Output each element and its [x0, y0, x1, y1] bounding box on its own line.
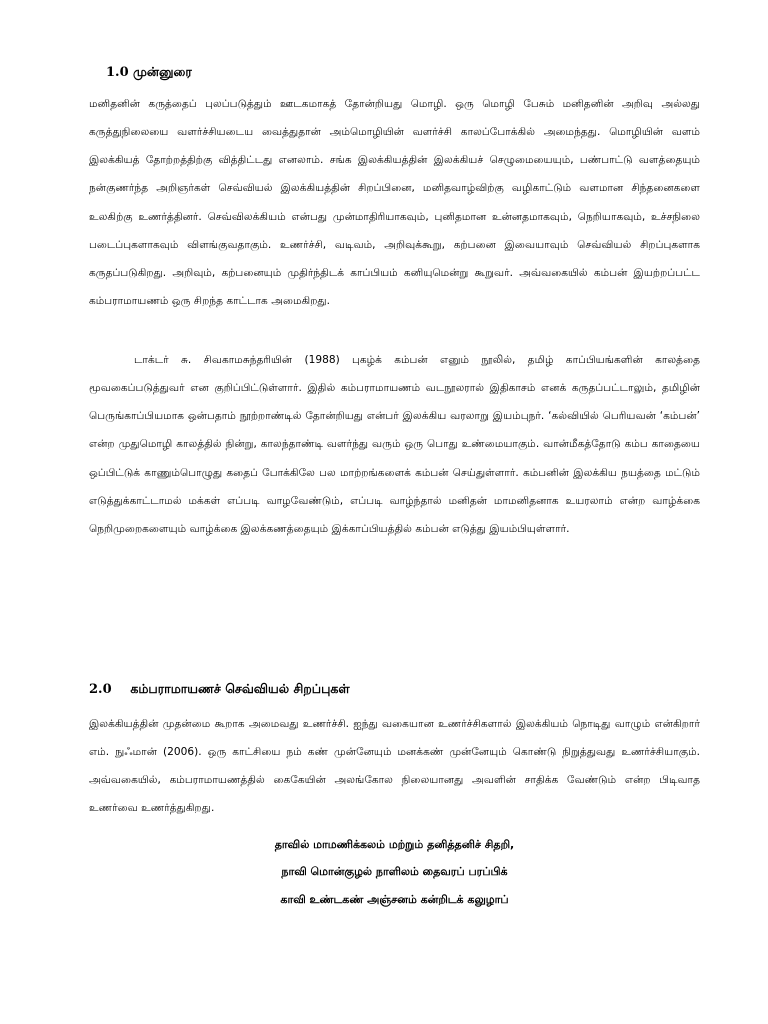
section-2-paragraph-1: இலக்கியத்தின் முதன்மை கூறாக அமைவது உணர்ச்சி. ஐந்து வகையான உணர்ச்சிகளால் இலக்கியம் நொடிது வாழும் என்கிறார் எம். நுஃமான் (2006). ஒரு காட்சியை நம் கண் முன்னேயும் மனக்கண் முன்னேயும் கொண்டு நிறுத்துவது உணர்ச்சியாகும். அவ்வகையில், கம்பராமாயணத்தில் கைகேயின் அலங்கோல நிலையானது அவளின் சாதிக்க வேண்டும் என்ற பிடிவாத உணர்வை உணர்த்துகிறது.: [89, 718, 700, 815]
section-2-number: 2.0: [89, 682, 112, 697]
section-1-paragraph-1: மனிதனின் கருத்தைப் புலப்படுத்தும் ஊடகமாகத் தோன்றியது மொழி. ஒரு மொழி பேசும் மனிதனின் அறிவு அல்லது கருத்துநிலையை வளர்ச்சியடைய வைத்துதான் அம்மொழியின் வளர்ச்சி காலப்போக்கில் அமைந்தது. மொழியின் வளம் இலக்கியத் தோற்றத்திற்கு வித்திட்டது எனலாம். சங்க இலக்கியத்தின் இலக்கியச் செழுமையையும், பண்பாட்டு வளத்தையும் நன்குணர்ந்த அறிஞர்கள் செவ்வியல் இலக்கியத்தின் சிறப்பினை, மனிதவாழ்விற்கு வழிகாட்டும் வளமான சிந்தனைகளை உலகிற்கு உணர்த்தினர். செவ்விலக்கியம் என்பது முன்மாதிரியாகவும், புனிதமான உன்னதமாகவும், நெறியாகவும், உச்சநிலை படைப்புகளாகவும் விளங்குவதாகும். உணர்ச்சி, வடிவம், அறிவுக்கூறு, கற்பனை இவையாவும் செவ்வியல் சிறப்புகளாக கருதப்படுகிறது. அறிவும், கற்பனையும் முதிர்ந்திடக் காப்பியம் கனியுமென்று கூறுவர். அவ்வகையில் கம்பன் இயற்றப்பட்ட கம்பராமாயணம் ஒரு சிறந்த காட்டாக அமைகிறது.: [89, 98, 700, 308]
section-2-heading: [89, 681, 350, 698]
section-1-paragraph-2: டாக்டர் சு. சிவகாமசுந்தரியின் (1988) புகழ்க் கம்பன் எனும் நூலில், தமிழ் காப்பியங்களின் காலத்தை மூவகைப்படுத்துவர் என குறிப்பிட்டுள்ளார். இதில் கம்பராமாயணம் வடநூலரால் இதிகாசம் எனக் கருதப்பட்டாலும், தமிழின் பெருங்காப்பியமாக ஒன்பதாம் நூற்றாண்டில் தோன்றியது என்பர் இலக்கிய வரலாறு இயம்புநர். ‘கல்வியில் பெரியவன் ‘கம்பன்’ என்ற முதுமொழி காலத்தில் நின்று, காலந்தாண்டி வளர்ந்து வரும் ஒரு பொது உண்மையாகும். வான்மீகத்தோடு கம்ப காதையை ஒப்பிட்டுக் காணும்பொழுது கதைப் போக்கிலே பல மாற்றங்களைக் கம்பன் செய்துள்ளார். கம்பனின் இலக்கிய நயத்தை மட்டும் எடுத்துக்காட்டாமல் மக்கள் எப்படி வாழவேண்டும், எப்படி வாழ்ந்தால் மனிதன் மாமனிதனாக உயரலாம் என்ற வாழ்க்கை நெறிமுறைகளையும் வாழ்க்கை இலக்கணத்தையும் இக்காப்பியத்தில் கம்பன் எடுத்து இயம்பியுள்ளார்.: [89, 354, 700, 535]
section-1-title: முன்னுரை: [132, 64, 192, 79]
section-1-number: 1.0: [106, 65, 129, 80]
section-1-heading: [106, 64, 192, 81]
verse-line-2: நாவி மொன்குழல் நாளிலம் தைவரப் பரப்பிக்: [281, 865, 508, 878]
verse-line-1: தாவில் மாமணிக்கலம் மற்றும் தனித்தனிச் சிதறி,: [274, 838, 515, 851]
section-2-title: கம்பராமாயணச் செவ்வியல் சிறப்புகள்: [130, 681, 350, 696]
verse-line-3: காவி உண்டகண் அஞ்சனம் கன்றிடக் கலுழாப்: [280, 893, 509, 906]
